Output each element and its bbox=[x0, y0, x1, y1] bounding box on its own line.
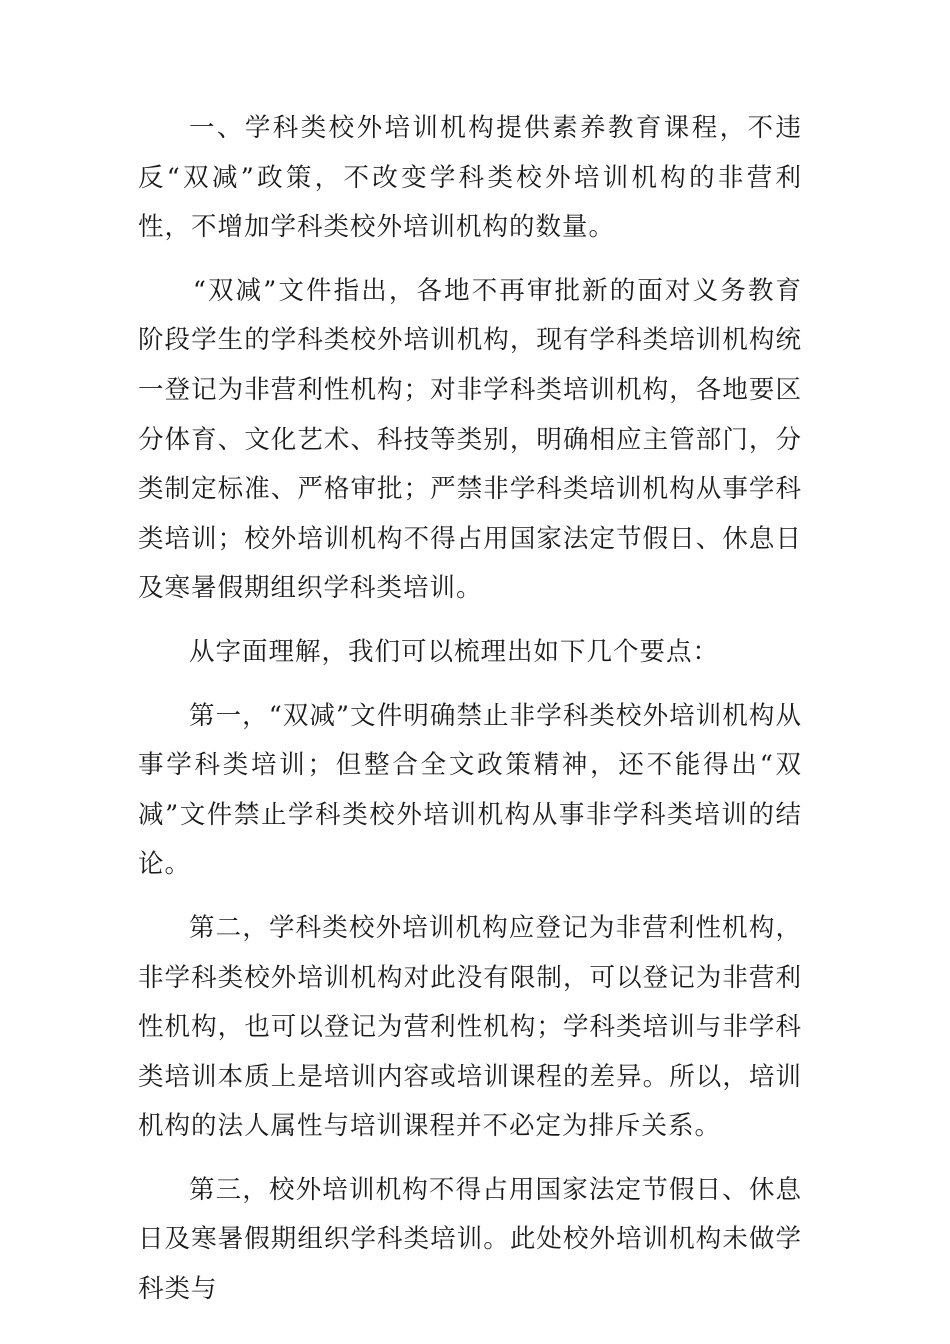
paragraph-4: 第一，“双减”文件明确禁止非学科类校外培训机构从事学科类培训；但整合全文政策精神，还不能得出“双减”文件禁止学科类校外培训机构从事非学科类培训的结论。 bbox=[138, 700, 802, 880]
paragraph-5: 第二，学科类校外培训机构应登记为非营利性机构，非学科类校外培训机构对此没有限制，可以登记为非营利性机构，也可以登记为营利性机构；学科类培训与非学科类培训本质上是培训内容或培训课程的差异。所以，培训机构的法人属性与培训课程并不必定为排斥关系。 bbox=[138, 912, 802, 1142]
paragraph-2: “双减”文件指出，各地不再审批新的面对义务教育阶段学生的学科类校外培训机构，现有学科类培训机构统一登记为非营利性机构；对非学科类培训机构，各地要区分体育、文化艺术、科技等类别，明确相应主管部门，分类制定标准、严格审批；严禁非学科类培训机构从事学科类培训；校外培训机构不得占用国家法定节假日、休息日及寒暑假期组织学科类培训。 bbox=[138, 275, 802, 604]
document-body bbox=[138, 104, 802, 1329]
paragraph-6: 第三，校外培训机构不得占用国家法定节假日、休息日及寒暑假期组织学科类培训。此处校外培训机构未做学科类与 bbox=[138, 1174, 802, 1305]
paragraph-1: 一、学科类校外培训机构提供素养教育课程，不违反“双减”政策，不改变学科类校外培训机构的非营利性，不增加学科类校外培训机构的数量。 bbox=[138, 113, 802, 243]
paragraph-3: 从字面理解，我们可以梳理出如下几个要点： bbox=[189, 636, 720, 667]
